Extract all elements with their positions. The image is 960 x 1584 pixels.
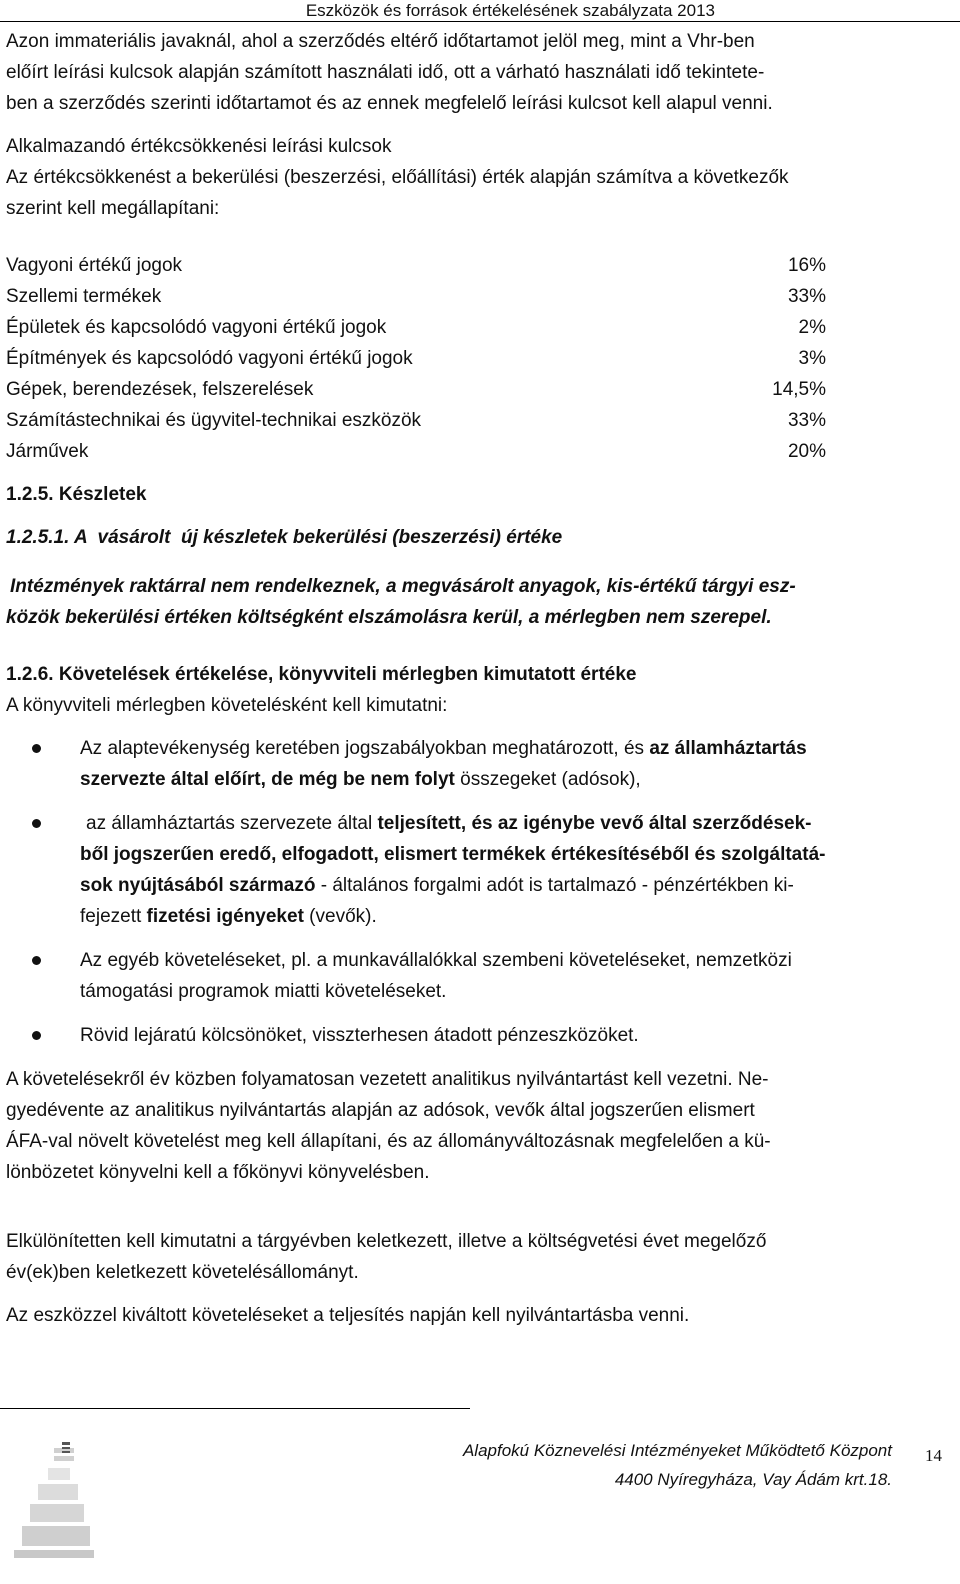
receivables-paragraph-3: Az eszközzel kiváltott követeléseket a teljesítés napján kell nyilvántartásba venni. xyxy=(6,1305,690,1326)
receivables-heading: 1.2.6. Követelések értékelése, könyvviteli mérlegben kimutatott értéke xyxy=(6,664,637,685)
rate-label: Szellemi termékek xyxy=(6,286,162,307)
text-line: Az egyéb követeléseket, pl. a munkavállalókkal szembeni követeléseket, nemzetközi xyxy=(80,950,792,971)
rate-row xyxy=(6,405,826,436)
rate-label: Vagyoni értékű jogok xyxy=(6,255,183,276)
footer-divider xyxy=(0,1408,470,1409)
text-span: az államháztartás szervezete által xyxy=(86,813,378,834)
depreciation-heading: Alkalmazandó értékcsökkenési leírási kulcsok xyxy=(6,136,392,157)
bold-span: szervezte által előírt, de még be nem folyt xyxy=(80,769,455,790)
text-line: ből jogszerűen eredő, elfogadott, elismert termékek értékesítéséből és szolgáltatá- xyxy=(80,844,826,865)
text-span: fejezett xyxy=(80,906,147,927)
rate-label: Járművek xyxy=(6,441,89,462)
text-line: közök bekerülési értéken költségként elszámolásra kerül, a mérlegben nem szerepel. xyxy=(6,607,772,628)
footer-address: 4400 Nyíregyháza, Vay Ádám krt.18. xyxy=(614,1470,892,1489)
receivables-list xyxy=(6,733,941,1051)
rate-row xyxy=(6,312,826,343)
page-number: 14 xyxy=(925,1446,942,1465)
text-line: lönbözetet könyvelni kell a főkönyvi könyvelésben. xyxy=(6,1162,430,1183)
rate-value: 33% xyxy=(787,286,826,307)
text-line: Azon immateriális javaknál, ahol a szerződés eltérő időtartamot jelöl meg, mint a Vhr-ben xyxy=(6,31,755,52)
inventory-subheading: 1.2.5.1. A vásárolt új készletek bekerülési (beszerzési) értéke xyxy=(6,527,563,548)
bullet-icon xyxy=(32,956,41,965)
list-item xyxy=(6,808,941,932)
rate-row xyxy=(6,281,826,312)
footer-organization xyxy=(463,1436,892,1494)
text-line: gyedévente az analitikus nyilvántartás alapján az adósok, vevők által jogszerűen elismert xyxy=(6,1100,755,1121)
bold-span: fizetési igényeket xyxy=(146,906,304,927)
text-line xyxy=(80,870,941,901)
rate-label: Számítástechnikai és ügyvitel-technikai eszközök xyxy=(6,410,422,431)
rate-row xyxy=(6,374,826,405)
rate-row xyxy=(6,436,826,467)
text-line: Rövid lejáratú kölcsönöket, visszterhesen átadott pénzeszközöket. xyxy=(80,1025,639,1046)
text-line: előírt leírási kulcsok alapján számított használati idő, ott a várható használati idő tekintete- xyxy=(6,62,765,83)
inventory-heading: 1.2.5. Készletek xyxy=(6,484,147,505)
text-span: összegeket (adósok), xyxy=(454,769,641,790)
footer-org-name: Alapfokú Köznevelési Intézményeket Működtető Központ xyxy=(462,1441,892,1460)
receivables-paragraph-2 xyxy=(6,1226,941,1288)
rate-value: 14,5% xyxy=(772,379,826,400)
rate-value: 16% xyxy=(787,255,826,276)
text-line xyxy=(80,733,941,764)
bullet-icon xyxy=(32,744,41,753)
text-line: Intézmények raktárral nem rendelkeznek, a megvásárolt anyagok, kis-értékű tárgyi esz- xyxy=(10,576,796,597)
text-line: szerint kell megállapítani: xyxy=(6,198,220,219)
list-item xyxy=(6,945,941,1007)
document-body xyxy=(6,26,941,1331)
list-item xyxy=(6,733,941,795)
organization-logo-icon xyxy=(8,1440,96,1560)
text-span: Az alaptevékenység keretében jogszabályokban meghatározott, és xyxy=(80,738,650,759)
depreciation-paragraph xyxy=(6,162,941,224)
receivables-paragraph-1 xyxy=(6,1064,941,1188)
depreciation-rates-table xyxy=(6,250,826,467)
text-line: támogatási programok miatti követeléseket. xyxy=(80,981,447,1002)
text-line: Az értékcsökkenést a bekerülési (beszerzési, előállítási) érték alapján számítva a következők xyxy=(6,167,789,188)
bold-span: az államháztartás xyxy=(649,738,807,759)
text-line xyxy=(80,764,941,795)
list-item xyxy=(6,1020,941,1051)
intro-paragraph xyxy=(6,26,941,119)
rate-row xyxy=(6,250,826,281)
receivables-intro: A könyvviteli mérlegben követelésként kell kimutatni: xyxy=(6,695,448,716)
text-line: ben a szerződés szerinti időtartamot és az ennek megfelelő leírási kulcsot kell alapul venni. xyxy=(6,93,773,114)
bullet-icon xyxy=(32,819,41,828)
rate-label: Gépek, berendezések, felszerelések xyxy=(6,379,314,400)
text-line xyxy=(80,808,941,839)
text-line: Elkülönítetten kell kimutatni a tárgyévben keletkezett, illetve a költségvetési évet megelőző xyxy=(6,1231,767,1252)
text-line: ÁFA-val növelt követelést meg kell állapítani, és az állományváltozásnak megfelelően a kü- xyxy=(6,1131,771,1152)
rate-value: 3% xyxy=(798,348,826,369)
rate-value: 20% xyxy=(787,441,826,462)
bold-span: sok nyújtásából származó xyxy=(80,875,316,896)
text-line: A követelésekről év közben folyamatosan vezetett analitikus nyilvántartást kell vezetni. Ne- xyxy=(6,1069,769,1090)
rate-value: 2% xyxy=(798,317,826,338)
rate-row xyxy=(6,343,826,374)
page-header xyxy=(0,0,960,22)
bold-span: teljesített, és az igénybe vevő által szerződések- xyxy=(377,813,812,834)
rate-label: Épületek és kapcsolódó vagyoni értékű jogok xyxy=(6,317,387,338)
rate-value: 33% xyxy=(787,410,826,431)
text-span: (vevők). xyxy=(303,906,377,927)
inventory-paragraph xyxy=(6,571,941,633)
header-title: Eszközök és források értékelésének szabályzata 2013 xyxy=(305,1,715,20)
rate-label: Építmények és kapcsolódó vagyoni értékű jogok xyxy=(6,348,413,369)
text-line xyxy=(80,901,941,932)
text-span: - általános forgalmi adót is tartalmazó - pénzértékben ki- xyxy=(315,875,794,896)
text-line: év(ek)ben keletkezett követelésállományt. xyxy=(6,1262,359,1283)
bullet-icon xyxy=(32,1031,41,1040)
